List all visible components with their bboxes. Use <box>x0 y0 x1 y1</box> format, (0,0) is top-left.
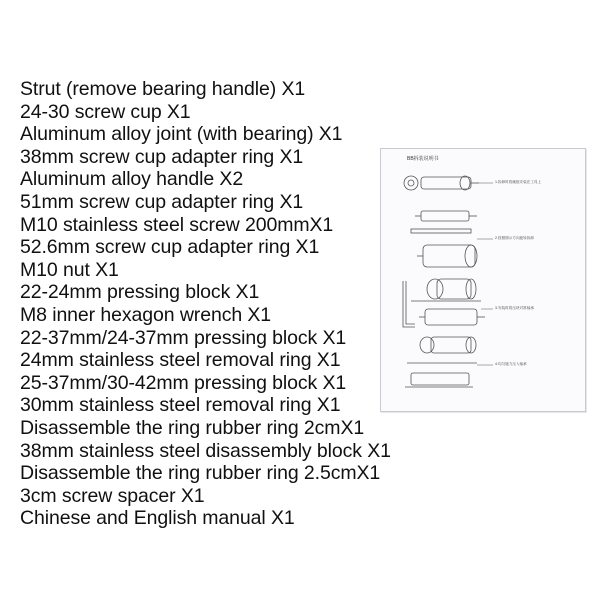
list-item: Aluminum alloy joint (with bearing) X1 <box>20 123 343 146</box>
tool-illustration-2 <box>411 211 477 233</box>
list-item: Disassemble the ring rubber ring 2cmX1 <box>20 416 365 439</box>
manual-note: 1.拆卸时将碗组安装在工具上 <box>495 180 542 184</box>
list-item: 22-24mm pressing block X1 <box>20 281 260 304</box>
tool-illustration-5 <box>405 337 477 387</box>
list-item: 24-30 screw cup X1 <box>20 100 191 123</box>
list-item: Disassemble the ring rubber ring 2.5cmX1 <box>20 462 381 485</box>
list-item: 22-37mm/24-37mm pressing block X1 <box>20 326 347 349</box>
list-item: 3cm screw spacer X1 <box>20 484 205 507</box>
list-item: 51mm screw cup adapter ring X1 <box>20 190 304 213</box>
list-item: Strut (remove bearing handle) X1 <box>20 78 306 100</box>
hex-wrench-illustration <box>403 281 415 327</box>
manual-note: 3.安装时将压块对准轴承 <box>495 306 534 310</box>
list-item: M10 nut X1 <box>20 258 119 281</box>
tool-illustration-4 <box>411 279 485 325</box>
manual-diagram <box>381 149 585 411</box>
tool-illustration-3 <box>417 245 477 267</box>
list-item: Aluminum alloy handle X2 <box>20 168 244 191</box>
manual-note: 4.均匀施力压入轴承 <box>495 362 527 366</box>
manual-note: 2.按照图示方向旋转拆卸 <box>495 236 534 240</box>
list-item: M8 inner hexagon wrench X1 <box>20 303 272 326</box>
list-item: 30mm stainless steel removal ring X1 <box>20 394 341 417</box>
list-item: 24mm stainless steel removal ring X1 <box>20 349 341 372</box>
list-item: 25-37mm/30-42mm pressing block X1 <box>20 371 347 394</box>
tool-illustration-1 <box>404 176 479 190</box>
manual-title: BB拆装说明书 <box>407 156 439 162</box>
list-item: 38mm screw cup adapter ring X1 <box>20 145 304 168</box>
list-item: 52.6mm screw cup adapter ring X1 <box>20 236 320 259</box>
parts-list <box>20 78 391 530</box>
list-item: Chinese and English manual X1 <box>20 507 295 530</box>
manual-sheet <box>380 148 586 412</box>
list-item: 38mm stainless steel disassembly block X1 <box>20 439 391 462</box>
list-item: M10 stainless steel screw 200mmX1 <box>20 213 334 236</box>
